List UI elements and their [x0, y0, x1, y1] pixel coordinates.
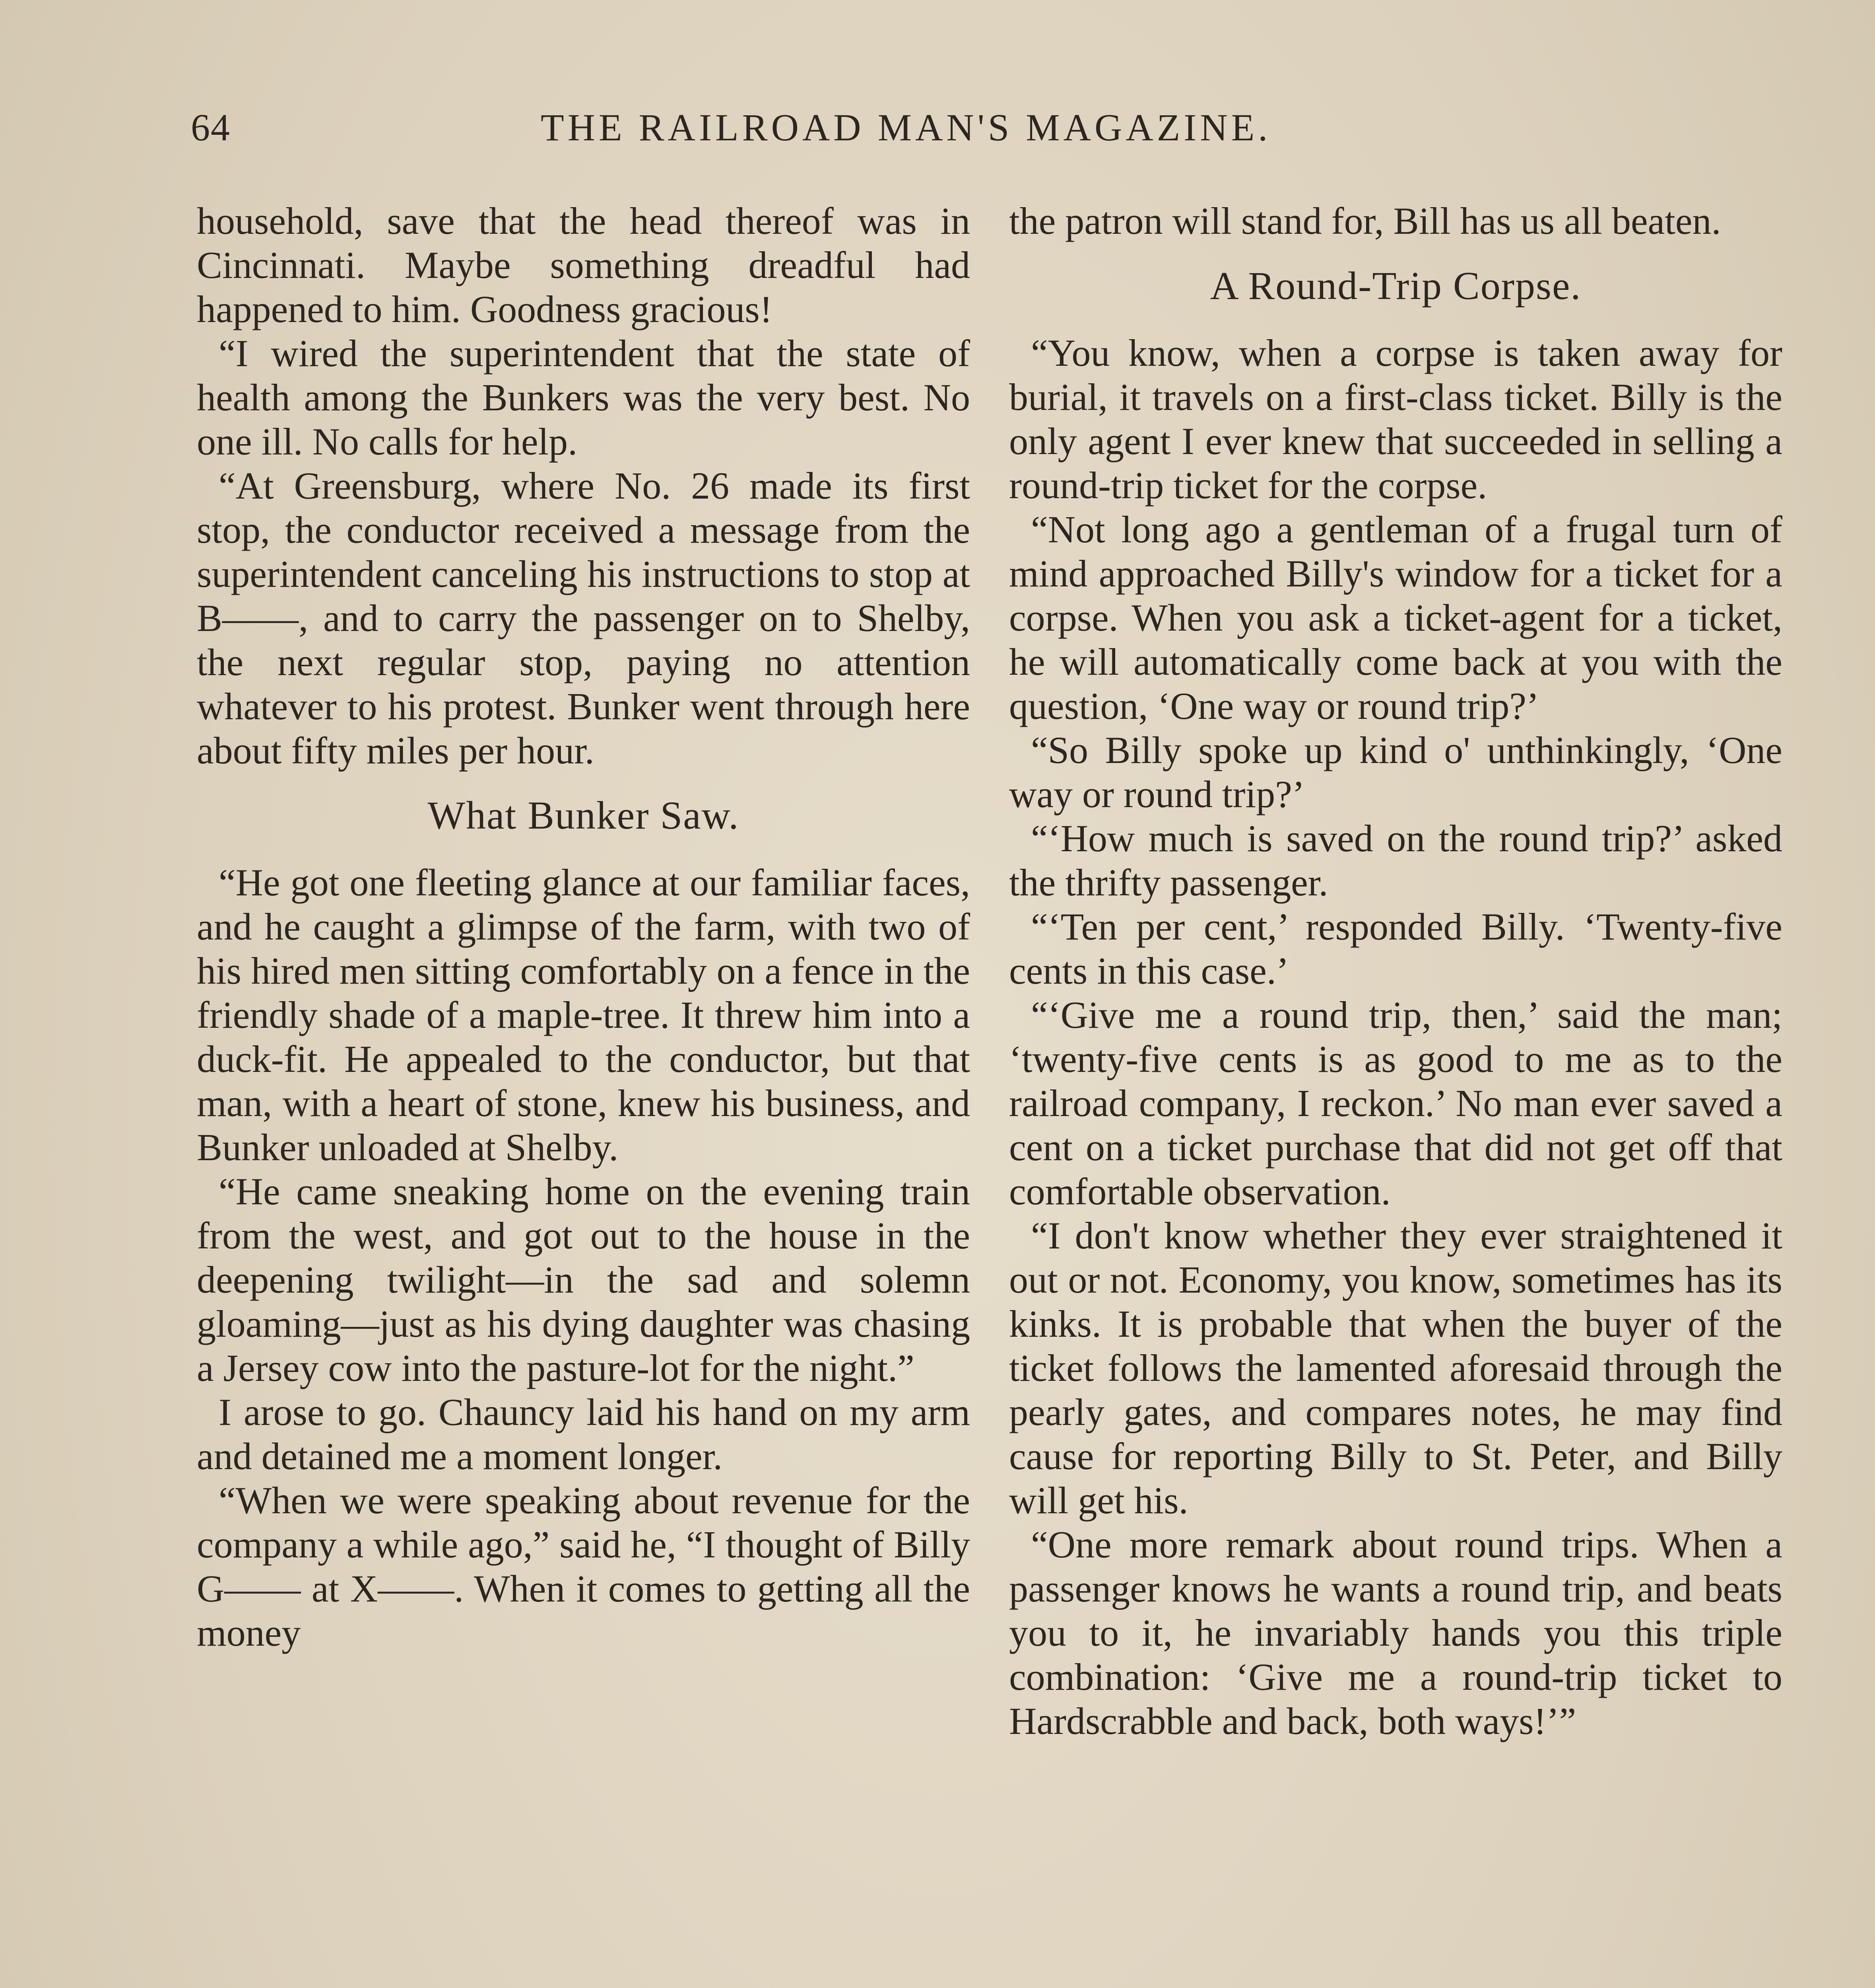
- story-paragraph: the patron will stand for, Bill has us all beaten.: [1009, 200, 1721, 242]
- story-paragraph: “When we were speaking about revenue for the company a while ago,” said he, “I thought of Billy G—— at X——. When it comes to getting all the money: [197, 1479, 970, 1654]
- section-heading-round-trip-corpse: A Round-Trip Corpse.: [1210, 264, 1582, 308]
- story-paragraph: “I don't know whether they ever straightened it out or not. Economy, you know, sometimes has its kinks. It is probable that when the buyer of the ticket follows the lamented aforesaid through the pearly gates, and compares notes, he may find cause for reporting Billy to St. Peter, and Billy will get his.: [1009, 1214, 1782, 1522]
- story-paragraph: “‘Ten per cent,’ responded Billy. ‘Twenty-five cents in this case.’: [1009, 905, 1782, 992]
- story-paragraph: “At Greensburg, where No. 26 made its first stop, the conductor received a message from the superintendent canceling his instructions to stop at B——, and to carry the passenger on to Shelby, the next regular stop, paying no attention whatever to his protest. Bunker went through here about fifty miles per hour.: [197, 464, 970, 772]
- story-paragraph: “You know, when a corpse is taken away for burial, it travels on a first-class ticket. Billy is the only agent I ever knew that succeeded in selling a round-trip ticket for the corpse.: [1009, 332, 1782, 507]
- story-paragraph: “He came sneaking home on the evening train from the west, and got out to the house in the deepening twilight—in the sad and solemn gloaming—just as his dying daughter was chasing a Jersey cow into the pasture-lot for the night.”: [197, 1170, 970, 1389]
- story-paragraph: “I wired the superintendent that the state of health among the Bunkers was the very best. No one ill. No calls for help.: [197, 332, 970, 463]
- story-paragraph: household, save that the head thereof was in Cincinnati. Maybe something dreadful had happened to him. Goodness gracious!: [197, 200, 970, 330]
- section-heading-what-bunker-saw: What Bunker Saw.: [427, 793, 740, 837]
- story-paragraph: “‘How much is saved on the round trip?’ asked the thrifty passenger.: [1009, 817, 1782, 904]
- page-number: 64: [191, 106, 231, 149]
- story-paragraph: “So Billy spoke up kind o' unthinkingly, ‘One way or round trip?’: [1009, 729, 1782, 815]
- running-title: THE RAILROAD MAN'S MAGAZINE.: [541, 106, 1271, 149]
- story-paragraph: “‘Give me a round trip, then,’ said the man; ‘twenty-five cents is as good to me as to the railroad company, I reckon.’ No man ever saved a cent on a ticket purchase that did not get off that comfortable observation.: [1009, 994, 1782, 1213]
- story-right-column: [1009, 199, 1782, 1743]
- story-left-column: [197, 199, 970, 1655]
- story-paragraph: “He got one fleeting glance at our familiar faces, and he caught a glimpse of the farm, with two of his hired men sitting comfortably on a fence in the friendly shade of a maple-tree. It threw him into a duck-fit. He appealed to the conductor, but that man, with a heart of stone, knew his business, and Bunker unloaded at Shelby.: [197, 861, 970, 1169]
- story-paragraph: “One more remark about round trips. When a passenger knows he wants a round trip, and beats you to it, he invariably hands you this triple combination: ‘Give me a round-trip ticket to Hardscrabble and back, both ways!’”: [1009, 1523, 1782, 1742]
- story-paragraph: I arose to go. Chauncy laid his hand on my arm and detained me a moment longer.: [197, 1391, 970, 1477]
- page-header: [191, 105, 1403, 165]
- story-paragraph: “Not long ago a gentleman of a frugal turn of mind approached Billy's window for a ticket for a corpse. When you ask a ticket-agent for a ticket, he will automatically come back at you with the question, ‘One way or round trip?’: [1009, 508, 1782, 727]
